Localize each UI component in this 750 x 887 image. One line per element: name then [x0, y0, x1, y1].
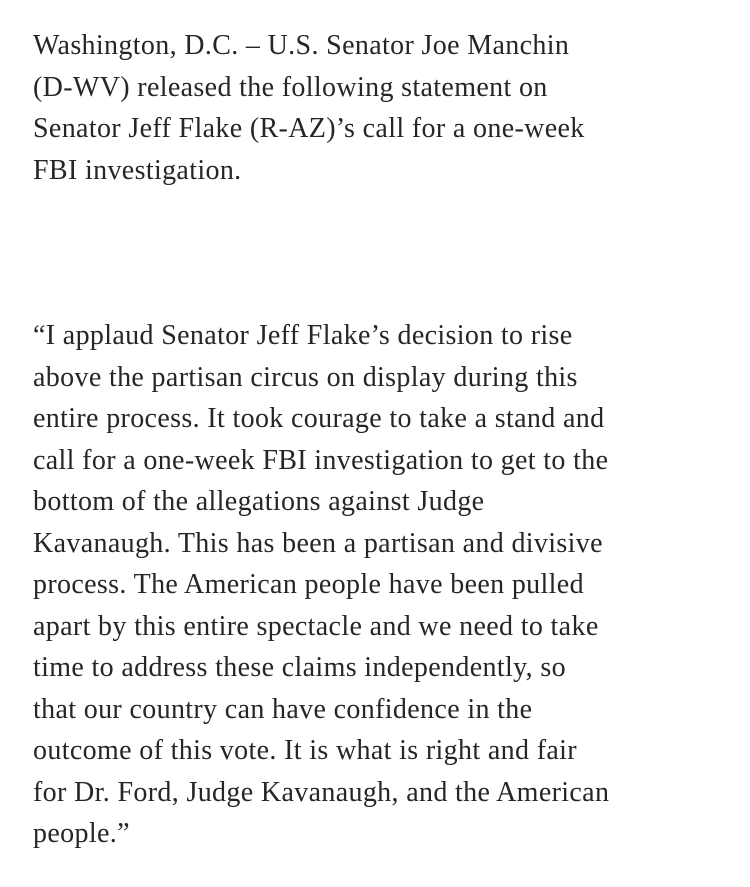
intro-paragraph — [33, 25, 723, 191]
statement-line: outcome of this vote. It is what is right and fair — [33, 735, 577, 766]
intro-line: (D-WV) released the following statement on — [33, 71, 548, 103]
statement-line: process. The American people have been pulled — [33, 569, 584, 600]
statement-line: people.” — [33, 818, 130, 849]
statement-line: time to address these claims independently, so — [33, 652, 566, 683]
statement-line: Kavanaugh. This has been a partisan and divisive — [33, 527, 603, 559]
statement-line: that our country can have confidence in the — [33, 693, 533, 725]
statement-line: call for a one-week FBI investigation to get to the — [33, 444, 609, 476]
press-release-document — [33, 25, 723, 855]
intro-line: FBI investigation. — [33, 154, 242, 186]
statement-line: apart by this entire spectacle and we need to take — [33, 610, 599, 642]
intro-line: Washington, D.C. – U.S. Senator Joe Manchin — [33, 30, 570, 61]
statement-line: entire process. It took courage to take a stand and — [33, 403, 605, 434]
statement-quote-paragraph — [33, 315, 723, 855]
statement-line: bottom of the allegations against Judge — [33, 486, 485, 517]
intro-line: Senator Jeff Flake (R-AZ)’s call for a one-week — [33, 113, 585, 144]
statement-line: above the partisan circus on display during this — [33, 361, 578, 393]
paragraph-spacer — [33, 191, 723, 315]
statement-line: for Dr. Ford, Judge Kavanaugh, and the American — [33, 776, 610, 808]
statement-line: “I applaud Senator Jeff Flake’s decision to rise — [33, 320, 573, 351]
